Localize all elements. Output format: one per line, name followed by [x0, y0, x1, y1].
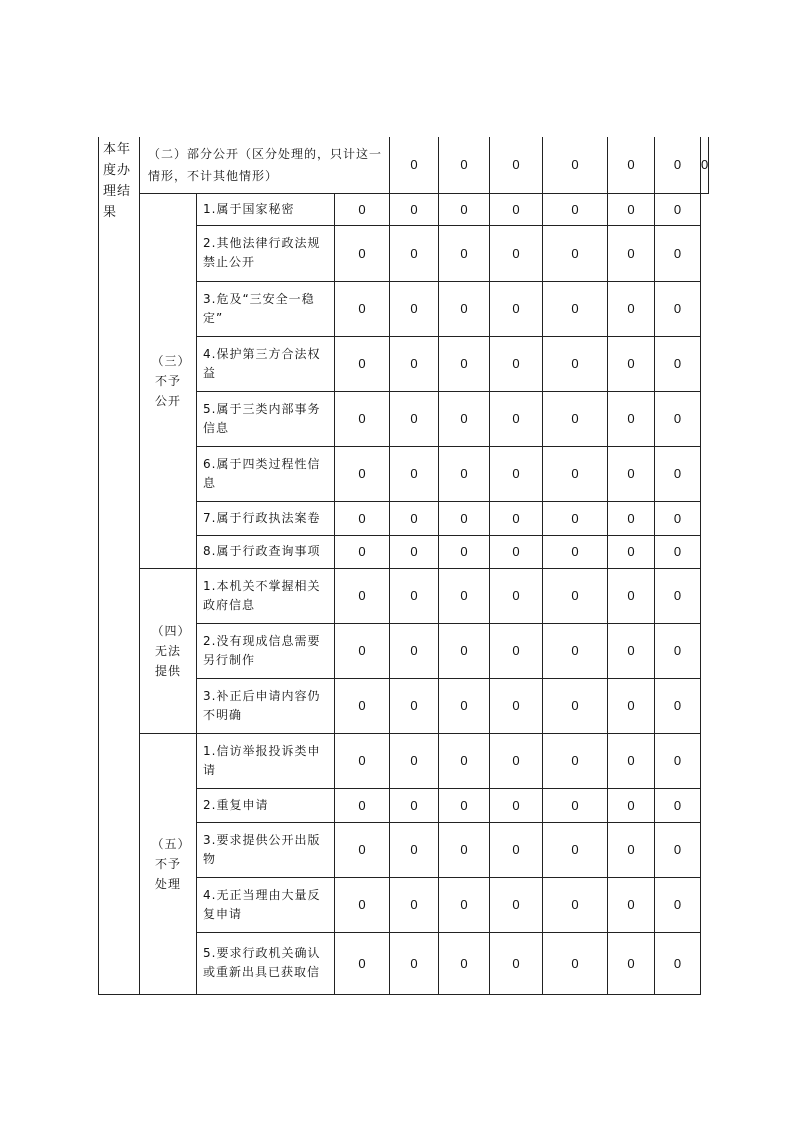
value-cell: 0 [608, 336, 655, 391]
value-cell: 0 [490, 336, 543, 391]
value-cell: 0 [490, 501, 543, 535]
value-cell: 0 [543, 391, 608, 446]
value-cell: 0 [608, 225, 655, 281]
value-cell: 0 [701, 137, 709, 193]
value-cell: 0 [543, 788, 608, 822]
value-cell: 0 [439, 193, 490, 225]
value-cell: 0 [335, 225, 390, 281]
table-row-section-two [99, 137, 709, 193]
value-cell: 0 [490, 446, 543, 501]
value-cell: 0 [655, 877, 701, 932]
value-cell: 0 [490, 281, 543, 336]
value-cell: 0 [490, 678, 543, 733]
value-cell: 0 [335, 788, 390, 822]
value-cell: 0 [335, 733, 390, 788]
value-cell: 0 [390, 568, 439, 623]
value-cell: 0 [543, 137, 608, 193]
value-cell: 0 [490, 137, 543, 193]
value-cell: 0 [543, 336, 608, 391]
value-cell: 0 [439, 822, 490, 877]
row-label: 2.没有现成信息需要另行制作 [197, 623, 335, 678]
annual-results-side-header: 本年度办理结果 [99, 137, 140, 994]
value-cell: 0 [608, 822, 655, 877]
value-cell: 0 [390, 788, 439, 822]
value-cell: 0 [390, 446, 439, 501]
row-label: 3.要求提供公开出版物 [197, 822, 335, 877]
value-cell: 0 [543, 535, 608, 568]
row-label: 2.重复申请 [197, 788, 335, 822]
value-cell: 0 [543, 678, 608, 733]
value-cell: 0 [439, 788, 490, 822]
value-cell: 0 [655, 568, 701, 623]
value-cell: 0 [490, 733, 543, 788]
value-cell: 0 [655, 788, 701, 822]
value-cell: 0 [608, 137, 655, 193]
value-cell: 0 [608, 446, 655, 501]
value-cell: 0 [655, 391, 701, 446]
row-label: 7.属于行政执法案卷 [197, 501, 335, 535]
value-cell: 0 [490, 822, 543, 877]
value-cell: 0 [390, 336, 439, 391]
value-cell: 0 [490, 391, 543, 446]
value-cell: 0 [490, 535, 543, 568]
value-cell: 0 [490, 225, 543, 281]
value-cell: 0 [335, 446, 390, 501]
group-label-cell [140, 193, 197, 568]
row-label: 3.补正后申请内容仍不明确 [197, 678, 335, 733]
value-cell: 0 [655, 733, 701, 788]
value-cell: 0 [390, 877, 439, 932]
value-cell: 0 [490, 877, 543, 932]
value-cell: 0 [335, 877, 390, 932]
value-cell: 0 [390, 623, 439, 678]
row-label: 5.属于三类内部事务信息 [197, 391, 335, 446]
value-cell: 0 [335, 623, 390, 678]
value-cell: 0 [335, 568, 390, 623]
value-cell: 0 [335, 678, 390, 733]
value-cell: 0 [335, 822, 390, 877]
value-cell: 0 [439, 137, 490, 193]
value-cell: 0 [543, 568, 608, 623]
value-cell: 0 [608, 623, 655, 678]
value-cell: 0 [390, 137, 439, 193]
value-cell: 0 [543, 623, 608, 678]
group-label: （五）不予处理 [151, 836, 185, 891]
value-cell: 0 [655, 822, 701, 877]
group-label-cell [140, 568, 197, 733]
value-cell: 0 [335, 336, 390, 391]
value-cell: 0 [335, 501, 390, 535]
row-label: 1.本机关不掌握相关政府信息 [197, 568, 335, 623]
value-cell: 0 [390, 733, 439, 788]
value-cell: 0 [490, 932, 543, 994]
value-cell: 0 [608, 501, 655, 535]
value-cell: 0 [490, 193, 543, 225]
value-cell: 0 [543, 822, 608, 877]
value-cell: 0 [439, 535, 490, 568]
value-cell: 0 [390, 932, 439, 994]
row-label: 8.属于行政查询事项 [197, 535, 335, 568]
group-label: （四）无法提供 [151, 623, 185, 678]
group-label: （三）不予公开 [151, 353, 185, 408]
value-cell: 0 [335, 281, 390, 336]
value-cell: 0 [439, 568, 490, 623]
value-cell: 0 [490, 623, 543, 678]
table-body [99, 137, 709, 994]
value-cell: 0 [439, 446, 490, 501]
value-cell: 0 [439, 391, 490, 446]
row-label: 4.无正当理由大量反复申请 [197, 877, 335, 932]
row-label: 6.属于四类过程性信息 [197, 446, 335, 501]
value-cell: 0 [439, 501, 490, 535]
value-cell: 0 [655, 501, 701, 535]
value-cell: 0 [608, 877, 655, 932]
value-cell: 0 [439, 281, 490, 336]
value-cell: 0 [390, 501, 439, 535]
value-cell: 0 [655, 623, 701, 678]
value-cell: 0 [608, 678, 655, 733]
value-cell: 0 [655, 932, 701, 994]
value-cell: 0 [655, 281, 701, 336]
row-label: 2.其他法律行政法规禁止公开 [197, 225, 335, 281]
value-cell: 0 [439, 932, 490, 994]
value-cell: 0 [543, 501, 608, 535]
table-row [99, 193, 709, 225]
value-cell: 0 [655, 535, 701, 568]
value-cell: 0 [655, 137, 701, 193]
value-cell: 0 [439, 623, 490, 678]
value-cell: 0 [390, 535, 439, 568]
value-cell: 0 [608, 568, 655, 623]
row-label: 4.保护第三方合法权益 [197, 336, 335, 391]
disclosure-results-table [98, 137, 709, 995]
value-cell: 0 [608, 391, 655, 446]
value-cell: 0 [608, 733, 655, 788]
value-cell: 0 [439, 733, 490, 788]
value-cell: 0 [439, 678, 490, 733]
value-cell: 0 [608, 932, 655, 994]
value-cell: 0 [655, 336, 701, 391]
value-cell: 0 [335, 932, 390, 994]
value-cell: 0 [543, 932, 608, 994]
value-cell: 0 [490, 788, 543, 822]
row-label: 5.要求行政机关确认或重新出具已获取信 [197, 932, 335, 994]
value-cell: 0 [608, 535, 655, 568]
table-row [99, 733, 709, 788]
value-cell: 0 [390, 678, 439, 733]
group-label-cell [140, 733, 197, 994]
value-cell: 0 [543, 877, 608, 932]
value-cell: 0 [390, 225, 439, 281]
value-cell: 0 [439, 877, 490, 932]
value-cell: 0 [390, 281, 439, 336]
value-cell: 0 [608, 193, 655, 225]
value-cell: 0 [655, 446, 701, 501]
value-cell: 0 [390, 391, 439, 446]
value-cell: 0 [608, 788, 655, 822]
value-cell: 0 [335, 535, 390, 568]
section-two-label: （二）部分公开（区分处理的，只计这一情形，不计其他情形） [140, 137, 390, 193]
value-cell: 0 [543, 733, 608, 788]
value-cell: 0 [335, 193, 390, 225]
value-cell: 0 [490, 568, 543, 623]
value-cell: 0 [390, 193, 439, 225]
value-cell: 0 [543, 193, 608, 225]
value-cell: 0 [390, 822, 439, 877]
value-cell: 0 [543, 446, 608, 501]
value-cell: 0 [655, 225, 701, 281]
row-label: 3.危及“三安全一稳定” [197, 281, 335, 336]
table-row [99, 568, 709, 623]
value-cell: 0 [543, 281, 608, 336]
value-cell: 0 [439, 336, 490, 391]
value-cell: 0 [608, 281, 655, 336]
value-cell: 0 [335, 391, 390, 446]
value-cell: 0 [655, 193, 701, 225]
value-cell: 0 [439, 225, 490, 281]
row-label: 1.属于国家秘密 [197, 193, 335, 225]
value-cell: 0 [655, 678, 701, 733]
value-cell: 0 [543, 225, 608, 281]
row-label: 1.信访举报投诉类申请 [197, 733, 335, 788]
